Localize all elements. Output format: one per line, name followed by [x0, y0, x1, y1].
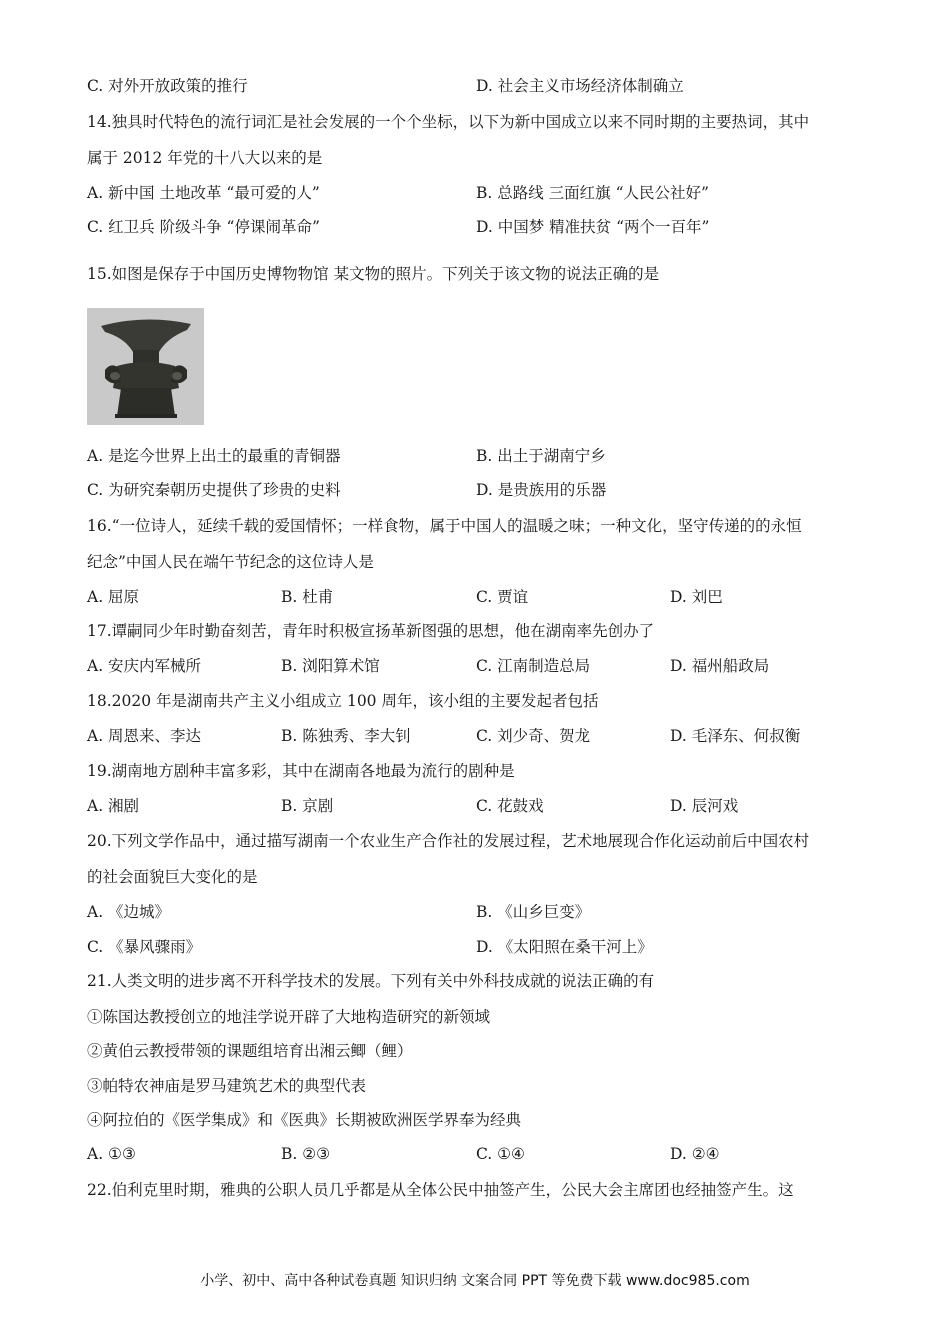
q13-option-d: D. 社会主义市场经济体制确立 [476, 77, 684, 95]
q18-option-a: A. 周恩来、李达 [87, 727, 202, 745]
q21-statement-2: ②黄伯云教授带领的课题组培育出湘云鲫（鲤） [87, 1042, 413, 1060]
q21-option-c: C. ①④ [476, 1145, 525, 1163]
q14-option-d: D. 中国梦 精准扶贫 “两个一百年” [476, 218, 710, 236]
q21-statement-4: ④阿拉伯的《医学集成》和《医典》长期被欧洲医学界奉为经典 [87, 1111, 522, 1129]
q15-option-d: D. 是贵族用的乐器 [476, 481, 607, 499]
q16-option-d: D. 刘巴 [670, 588, 723, 606]
q18-stem-line1: 18.2020 年是湖南共产主义小组成立 100 周年，该小组的主要发起者包括 [87, 692, 599, 710]
q21-stem-line1: 21.人类文明的进步离不开科学技术的发展。下列有关中外科技成就的说法正确的有 [87, 972, 655, 990]
q18-option-c: C. 刘少奇、贺龙 [476, 727, 591, 745]
q13-option-c: C. 对外开放政策的推行 [87, 77, 248, 95]
q17-option-d: D. 福州船政局 [670, 657, 770, 675]
q19-option-d: D. 辰河戏 [670, 797, 739, 815]
q14-option-a: A. 新中国 土地改革 “最可爱的人” [87, 184, 320, 202]
q15-option-b: B. 出土于湖南宁乡 [476, 447, 606, 465]
q16-option-b: B. 杜甫 [281, 588, 334, 606]
q15-option-a: A. 是迄今世界上出土的最重的青铜器 [87, 447, 341, 465]
q17-stem-line1: 17.谭嗣同少年时勤奋刻苦，青年时积极宣扬革新图强的思想，他在湖南率先创办了 [87, 622, 655, 640]
q21-option-b: B. ②③ [281, 1145, 331, 1163]
q16-option-a: A. 屈原 [87, 588, 140, 606]
q20-option-d: D. 《太阳照在桑干河上》 [476, 938, 653, 956]
q14-option-c: C. 红卫兵 阶级斗争 “停课闹革命” [87, 218, 320, 236]
q20-stem-line2: 的社会面貌巨大变化的是 [87, 868, 258, 886]
page-footer: 小学、初中、高中各种试卷真题 知识归纳 文案合同 PPT 等免费下载 www.doc985.com [200, 1273, 750, 1289]
q19-option-b: B. 京剧 [281, 797, 334, 815]
q14-stem-line2: 属于 2012 年党的十八大以来的是 [87, 149, 323, 167]
q19-stem-line1: 19.湖南地方剧种丰富多彩，其中在湖南各地最为流行的剧种是 [87, 762, 515, 780]
q21-option-d: D. ②④ [670, 1145, 720, 1163]
q20-stem-line1: 20.下列文学作品中，通过描写湖南一个农业生产合作社的发展过程，艺术地展现合作化运动前后中国农村 [87, 832, 810, 850]
bronze-zun-icon [87, 308, 204, 425]
q17-option-a: A. 安庆内军械所 [87, 657, 202, 675]
q18-option-b: B. 陈独秀、李大钊 [281, 727, 411, 745]
q18-option-d: D. 毛泽东、何叔衡 [670, 727, 801, 745]
q20-option-c: C. 《暴风骤雨》 [87, 938, 202, 956]
q20-option-b: B. 《山乡巨变》 [476, 903, 591, 921]
q17-option-b: B. 浏阳算术馆 [281, 657, 380, 675]
q16-option-c: C. 贾谊 [476, 588, 529, 606]
q16-stem-line1: 16.“一位诗人，延续千载的爱国情怀；一样食物，属于中国人的温暖之味；一种文化，坚守传递的的永恒 [87, 517, 802, 535]
bronze-artifact-photo [87, 308, 204, 425]
q14-option-b: B. 总路线 三面红旗 “人民公社好” [476, 184, 709, 202]
q19-option-c: C. 花鼓戏 [476, 797, 544, 815]
q21-statement-3: ③帕特农神庙是罗马建筑艺术的典型代表 [87, 1077, 367, 1095]
q21-option-a: A. ①③ [87, 1145, 136, 1163]
q19-option-a: A. 湘剧 [87, 797, 140, 815]
q15-option-c: C. 为研究秦朝历史提供了珍贵的史料 [87, 481, 341, 499]
q14-stem-line1: 14.独具时代特色的流行词汇是社会发展的一个个坐标，以下为新中国成立以来不同时期的主要热词，其中 [87, 113, 810, 131]
q15-stem-line1: 15.如图是保存于中国历史博物物馆 某文物的照片。下列关于该文物的说法正确的是 [87, 265, 660, 283]
q16-stem-line2: 纪念”中国人民在端午节纪念的这位诗人是 [87, 553, 374, 571]
q17-option-c: C. 江南制造总局 [476, 657, 591, 675]
q22-stem-line1: 22.伯利克里时期，雅典的公职人员几乎都是从全体公民中抽签产生，公民大会主席团也经抽签产生。这 [87, 1181, 794, 1199]
q20-option-a: A. 《边城》 [87, 903, 171, 921]
q21-statement-1: ①陈国达教授创立的地洼学说开辟了大地构造研究的新领域 [87, 1008, 491, 1026]
